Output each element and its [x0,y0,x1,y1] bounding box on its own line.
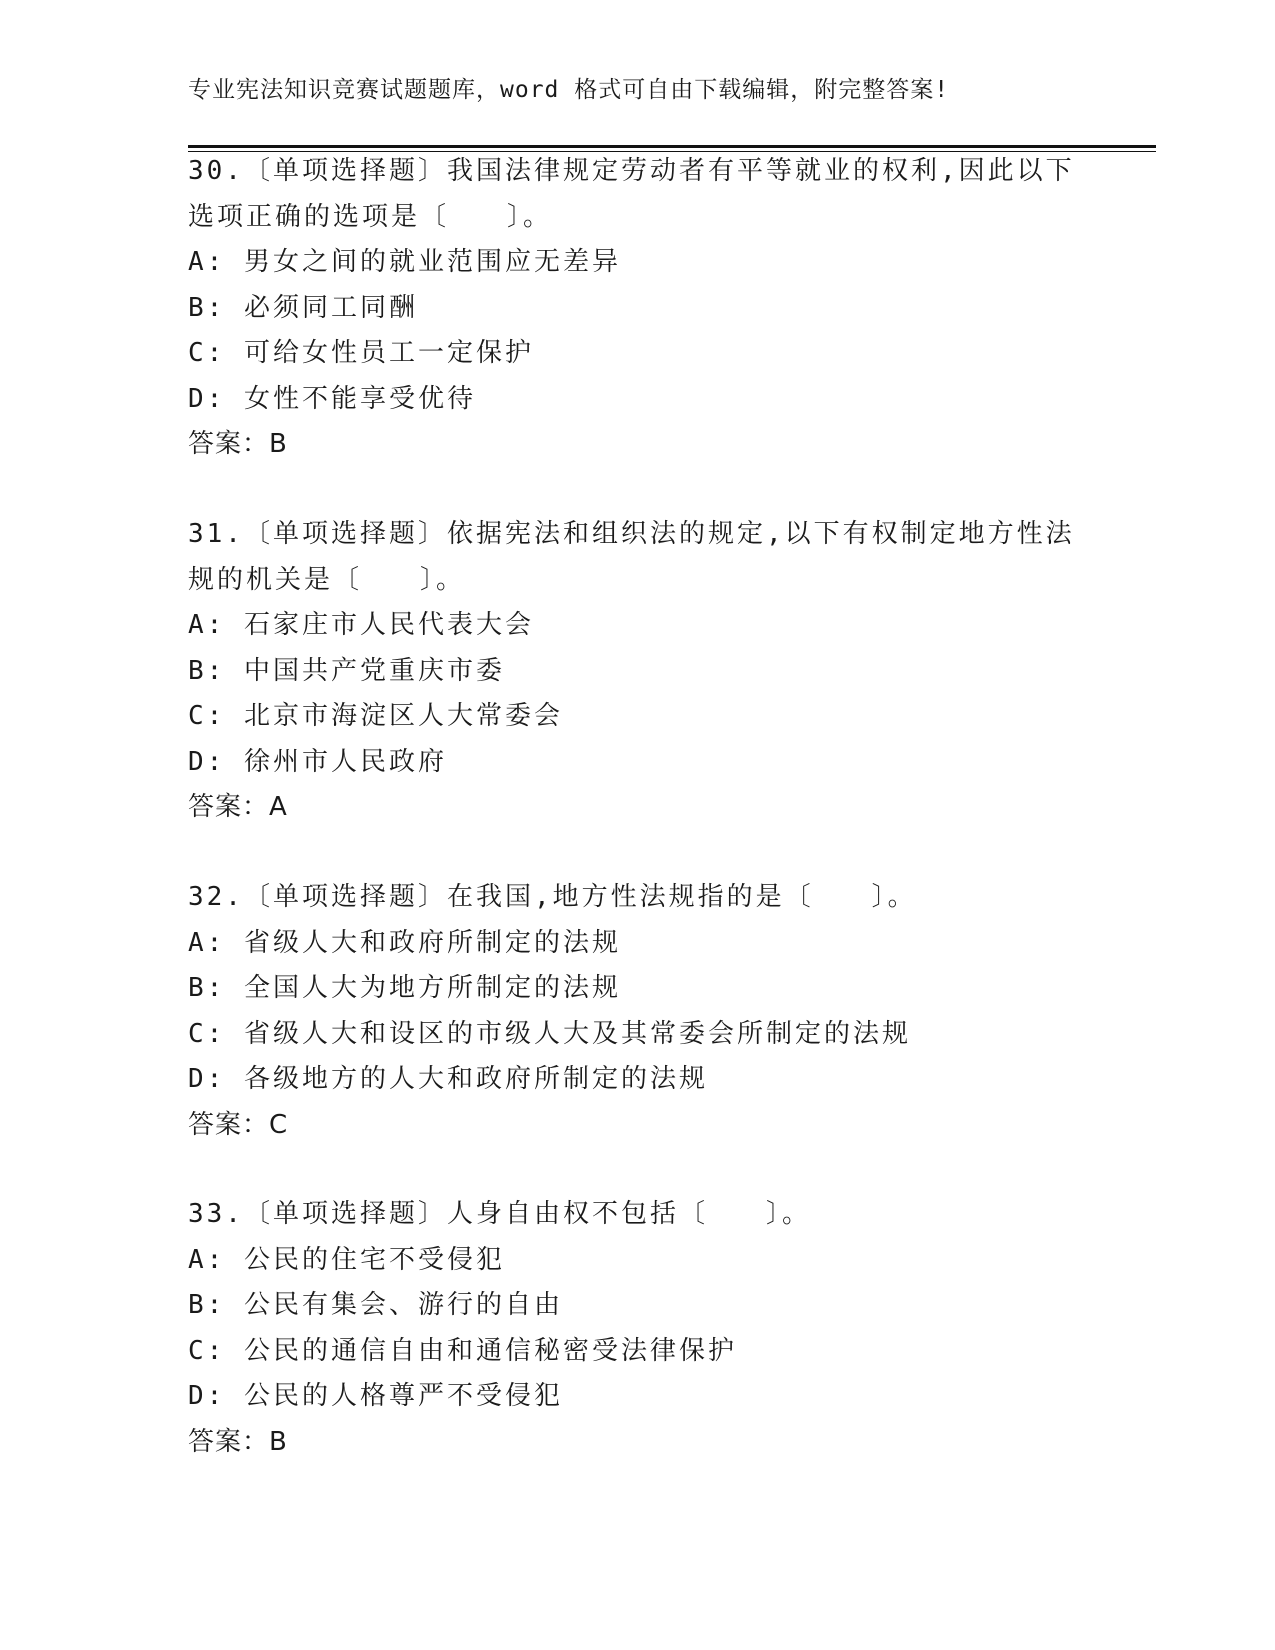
option-d: D: 公民的人格尊严不受侵犯 [188,1381,563,1411]
option-b: B: 中国共产党重庆市委 [188,655,505,686]
page-header: 专业宪法知识竞赛试题题库，word 格式可自由下载编辑，附完整答案! [188,77,950,103]
question-stem: 32.〔单项选择题〕在我国,地方性法规指的是〔 〕。 [188,882,917,912]
option-a: A: 男女之间的就业范围应无差异 [188,247,621,277]
option-d: D: 徐州市人民政府 [188,746,447,777]
question-stem: 33.〔单项选择题〕人身自由权不包括〔 〕。 [188,1199,811,1229]
option-c: C: 北京市海淀区人大常委会 [188,701,563,731]
option-c: C: 可给女性员工一定保护 [188,338,534,368]
option-d: D: 各级地方的人大和政府所制定的法规 [188,1064,708,1094]
option-b: B: 公民有集会、游行的自由 [188,1290,563,1320]
question-stem: 30.〔单项选择题〕我国法律规定劳动者有平等就业的权利,因此以下 [188,156,1075,186]
question-stem-continued: 规的机关是〔 〕。 [188,564,466,595]
answer: 答案：C [188,1109,289,1140]
option-d: D: 女性不能享受优待 [188,383,476,414]
answer: 答案：B [188,429,288,459]
question-stem: 31.〔单项选择题〕依据宪法和组织法的规定,以下有权制定地方性法 [188,519,1075,549]
option-c: C: 公民的通信自由和通信秘密受法律保护 [188,1335,737,1366]
option-a: A: 省级人大和政府所制定的法规 [188,927,621,958]
option-c: C: 省级人大和设区的市级人大及其常委会所制定的法规 [188,1018,911,1049]
option-b: B: 必须同工同酬 [188,292,418,323]
answer: 答案：A [188,792,288,822]
question-30 [188,149,1088,468]
answer: 答案：B [188,1426,288,1457]
header-rule-thick [188,145,1156,148]
question-32 [188,875,1088,1148]
option-b: B: 全国人大为地方所制定的法规 [188,973,621,1003]
question-31 [188,512,1088,831]
question-stem-continued: 选项正确的选项是〔 〕。 [188,201,553,232]
question-33 [188,1192,1088,1465]
option-a: A: 石家庄市人民代表大会 [188,610,534,640]
option-a: A: 公民的住宅不受侵犯 [188,1244,505,1275]
